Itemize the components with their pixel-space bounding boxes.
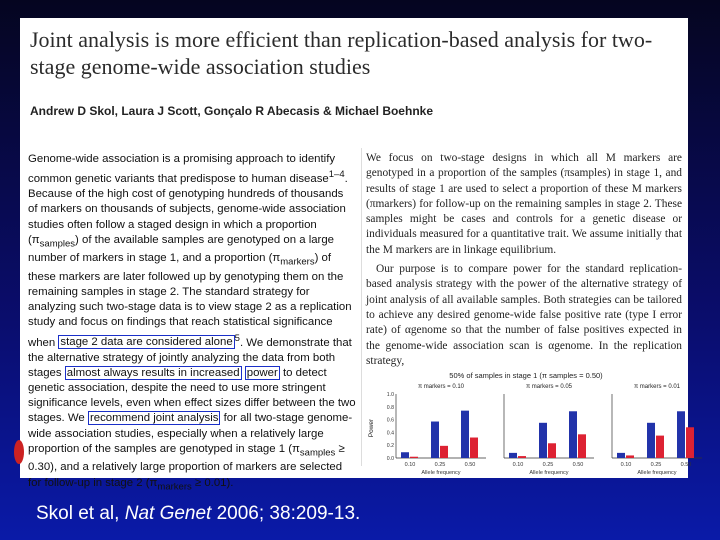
bar xyxy=(617,453,625,458)
highlight-box-2: almost always results in increased xyxy=(66,366,240,379)
y-tick-label: 0.6 xyxy=(386,417,394,424)
highlight-box-3: recommend joint analysis xyxy=(89,412,219,425)
x-tick-label: 0.25 xyxy=(434,462,446,468)
bar xyxy=(470,438,478,458)
panel-label: π markers = 0.01 xyxy=(634,384,680,390)
body-right-column xyxy=(366,151,682,373)
column-divider xyxy=(361,148,362,466)
abstract-text-9: ≥ 0.01). xyxy=(191,476,234,489)
abstract-left-column xyxy=(28,152,356,494)
abstract-text-2: . Because of the high cost of genotyping hundreds of thousands of markers on thousands of subjects, genome-wide association studies often follow a staged design in which a proportion (π xyxy=(28,173,348,246)
y-axis-label: Power xyxy=(368,418,375,438)
bar xyxy=(656,436,664,458)
bar xyxy=(677,411,685,458)
bar xyxy=(647,423,655,458)
bar xyxy=(461,411,469,458)
paper-authors: Andrew D Skol, Laura J Scott, Gonçalo R Abecasis & Michael Boehnke xyxy=(30,104,433,118)
y-tick-label: 0.8 xyxy=(386,404,394,411)
y-tick-label: 0.4 xyxy=(386,430,394,437)
abstract-text-1: Genome-wide association is a promising approach to identify common genetic variants that predispose to human disease xyxy=(28,153,336,185)
bar xyxy=(410,457,418,458)
citation-details: 2006; 38:209-13. xyxy=(211,503,361,524)
x-axis-label: Allele frequency xyxy=(421,470,461,476)
citation-authors: Skol et al, xyxy=(36,503,125,524)
bar xyxy=(431,422,439,458)
bar xyxy=(509,453,517,458)
bar xyxy=(686,427,694,458)
x-tick-label: 0.50 xyxy=(572,462,584,468)
paper-title: Joint analysis is more efficient than replication-based analysis for two-stage genome-wide association studies xyxy=(30,27,653,79)
abstract-text xyxy=(28,152,356,494)
bar xyxy=(548,443,556,458)
paper-excerpt xyxy=(20,18,692,492)
reference-marker: 5 xyxy=(234,332,240,344)
subscript: samples xyxy=(299,447,336,459)
y-tick-label: 0.0 xyxy=(386,456,394,462)
highlight-box-2b: power xyxy=(246,366,278,379)
y-tick-label: 1.0 xyxy=(386,392,394,398)
panel-label: π markers = 0.05 xyxy=(526,384,572,390)
x-tick-label: 0.10 xyxy=(512,462,524,468)
x-tick-label: 0.10 xyxy=(404,462,416,468)
x-tick-label: 0.10 xyxy=(620,462,632,468)
bar xyxy=(401,452,409,458)
x-axis-label: Allele frequency xyxy=(529,470,569,476)
bar xyxy=(569,411,577,458)
abstract-text-7: for all two-stage genome-wide association studies, especially when a relatively large proportion of the samples are genotyped in stage 1 (π xyxy=(28,412,353,455)
bar xyxy=(518,456,526,458)
x-tick-label: 0.25 xyxy=(650,462,662,468)
red-marker xyxy=(14,440,24,464)
panel-label: π markers = 0.10 xyxy=(418,384,464,390)
bar xyxy=(539,423,547,458)
subscript: markers xyxy=(157,480,192,492)
abstract-text-4: ) of these markers are later followed up by genotyping them on the remaining samples in stage 2. The standard strategy for analyzing such two-stage data is to view stage 2 as a replication study and focus on findings that reach statistical significance when xyxy=(28,252,352,349)
x-tick-label: 0.25 xyxy=(542,462,554,468)
chart-title: 50% of samples in stage 1 (π samples = 0.50) xyxy=(449,371,603,380)
x-tick-label: 0.50 xyxy=(680,462,692,468)
subscript: samples xyxy=(39,238,76,250)
power-bar-chart xyxy=(366,368,692,478)
citation-journal: Nat Genet xyxy=(124,503,212,524)
abstract-text-5: . We demonstrate that the alternative strategy of jointly analyzing the data from both stages xyxy=(28,336,352,379)
body-paragraph-2: Our purpose is to compare power for the standard replication-based analysis strategy with the power of the alternative strategy of joint analysis of all available samples. Both strategies can be tailored to achieve any desired genome-wide false positive rate (type I error rate) of αgenome so that the number of false positives expected in the genome-wide association scan is αgenome. In the replication strategy, xyxy=(366,263,682,367)
bar xyxy=(626,455,634,458)
abstract-text-6: to detect genetic association, despite the need to use more stringent significance levels, even when effect sizes differ between the two stages. We xyxy=(28,366,356,425)
bar xyxy=(578,434,586,458)
bar xyxy=(440,446,448,458)
highlight-box-1: stage 2 data are considered alone xyxy=(60,336,233,349)
subscript: markers xyxy=(280,256,315,268)
citation xyxy=(36,503,360,525)
x-tick-label: 0.50 xyxy=(464,462,476,468)
reference-marker: 1–4 xyxy=(328,169,345,181)
x-axis-label: Allele frequency xyxy=(637,470,677,476)
body-paragraph-1: We focus on two-stage designs in which all M markers are genotyped in a proportion of the samples (πsamples) in stage 1, and results of stage 1 are used to select a proportion of these M markers (πmarkers) for follow-up on the remaining samples in stage 2. These samples might be cases and controls for a genetic disease or individuals measured for a quantitative trait. We assume initially that the M markers are in linkage equilibrium. xyxy=(366,152,682,256)
abstract-text-3: ) of the available samples are genotyped on a large number of markers in stage 1, and a proportion (π xyxy=(28,233,335,265)
abstract-text-8: ≥ 0.30), and a relatively large proportion of markers are selected for follow-up in stage 2 (π xyxy=(28,442,345,489)
y-tick-label: 0.2 xyxy=(386,443,394,450)
